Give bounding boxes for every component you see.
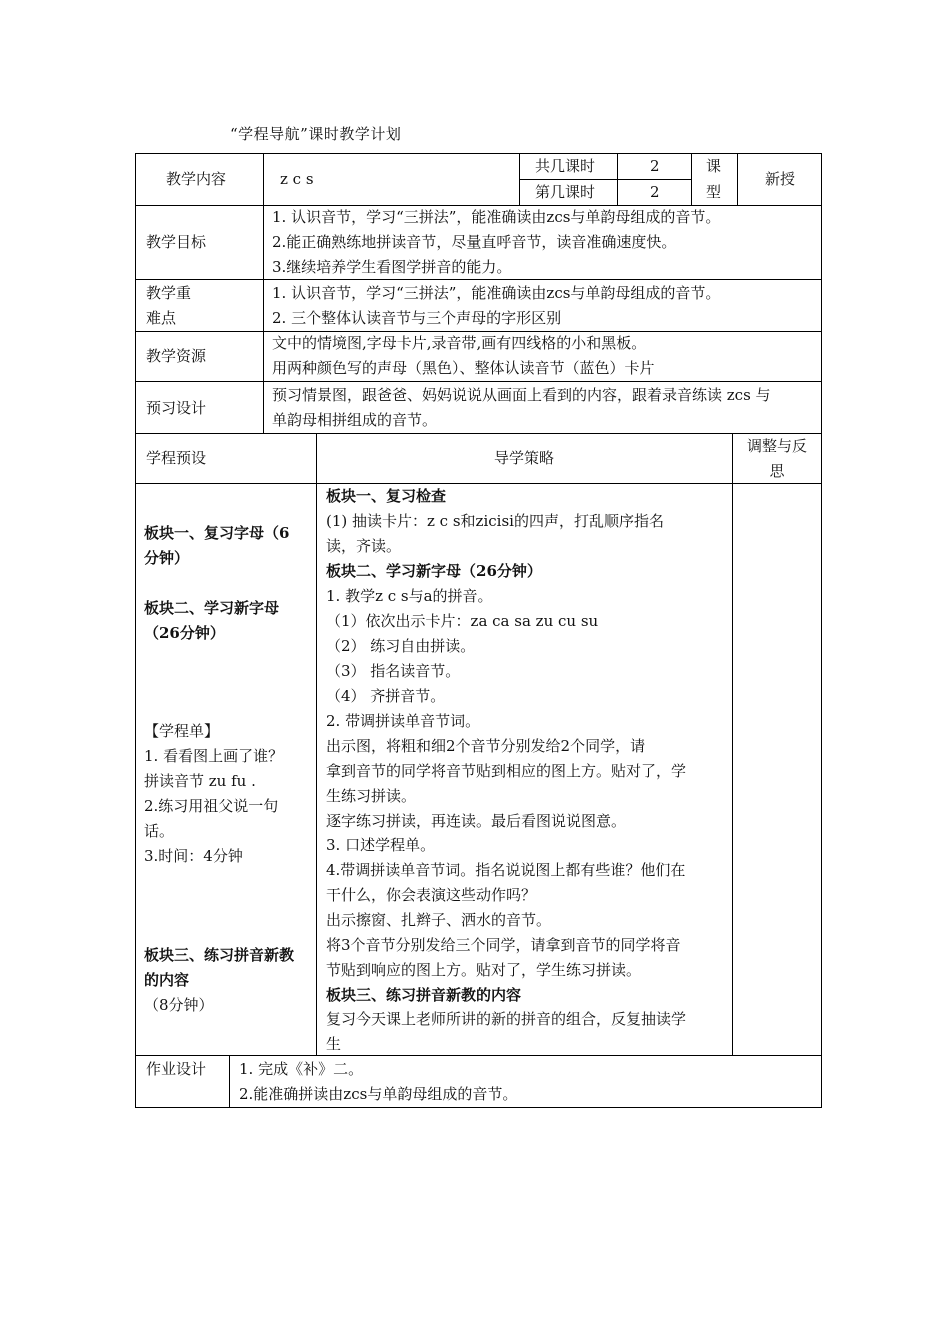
- keypoints-line-1: 1. 认识音节，学习“三拼法”，能准确读由zcs与单韵母组成的音节。: [272, 284, 721, 302]
- preview-line-1: 预习情景图，跟爸爸、妈妈说说从画面上看到的内容，跟着录音练读 zcs 与: [272, 386, 771, 404]
- mid-line-10: 拿到音节的同学将音节贴到相应的图上方。贴对了，学: [326, 762, 687, 780]
- lesson-type-label-2: 型: [706, 183, 722, 201]
- homework-label: 作业设计: [146, 1060, 207, 1078]
- header-reflection-2: 思: [769, 462, 785, 480]
- goals-line-3: 3.继续培养学生看图学拼音的能力。: [272, 258, 512, 276]
- left-block3-line3: （8分钟）: [144, 996, 214, 1014]
- mid-line-16: 出示擦窗、扎辫子、洒水的音节。: [326, 911, 552, 929]
- left-sheet-line4: 话。: [144, 822, 175, 840]
- preview-line-2: 单韵母相拼组成的音节。: [272, 411, 438, 429]
- left-block2-line1: 板块二、学习新字母: [144, 599, 280, 617]
- mid-heading-1: 板块一、复习检查: [326, 487, 447, 505]
- left-block3-line1: 板块三、练习拼音新教: [144, 946, 295, 964]
- homework-line-1: 1. 完成《补》二。: [239, 1060, 364, 1078]
- mid-heading-3: 板块三、练习拼音新教的内容: [326, 986, 522, 1004]
- left-block2-line2: （26分钟）: [144, 624, 225, 642]
- mid-line-1: (1) 抽读卡片：z c s和zicisi的四声，打乱顺序指名: [326, 512, 664, 530]
- mid-line-2: 读，齐读。: [326, 537, 402, 555]
- mid-line-18: 节贴到响应的图上方。贴对了，学生练习拼读。: [326, 961, 642, 979]
- goals-line-1: 1. 认识音节，学习“三拼法”，能准确读由zcs与单韵母组成的音节。: [272, 208, 721, 226]
- resources-line-1: 文中的情境图,字母卡片,录音带,画有四线格的小和黑板。: [272, 334, 647, 352]
- mid-line-5: （2） 练习自由拼读。: [326, 637, 476, 655]
- lesson-type-value: 新授: [765, 170, 796, 188]
- resources-label: 教学资源: [146, 347, 207, 365]
- mid-line-11: 生练习拼读。: [326, 787, 417, 805]
- total-periods-label: 共几课时: [535, 157, 596, 175]
- content-label: 教学内容: [166, 170, 227, 188]
- resources-line-2: 用两种颜色写的声母（黑色）、整体认读音节（蓝色）卡片: [272, 359, 655, 377]
- left-sheet-line5: 3.时间：4分钟: [144, 847, 243, 865]
- lesson-type-label-1: 课: [706, 157, 722, 175]
- keypoints-label-1: 教学重: [146, 284, 192, 302]
- left-block1-line2: 分钟）: [144, 549, 190, 567]
- left-sheet-title: 【学程单】: [144, 722, 220, 740]
- mid-line-6: （3） 指名读音节。: [326, 662, 461, 680]
- mid-line-8: 2. 带调拼读单音节词。: [326, 712, 481, 730]
- left-sheet-line1: 1. 看看图上画了谁？: [144, 747, 284, 765]
- keypoints-line-2: 2. 三个整体认读音节与三个声母的字形区别: [272, 309, 562, 327]
- left-sheet-line2: 拼读音节 zu fu .: [144, 772, 256, 790]
- header-strategy: 导学策略: [494, 449, 555, 467]
- goals-label: 教学目标: [146, 233, 207, 251]
- header-reflection-1: 调整与反: [746, 437, 807, 455]
- total-periods-value: 2: [650, 157, 660, 175]
- mid-line-3: 1. 教学z c s与a的拼音。: [326, 587, 493, 605]
- header-plan: 学程预设: [146, 449, 207, 467]
- mid-line-13: 3. 口述学程单。: [326, 836, 436, 854]
- mid-line-20: 生: [326, 1035, 342, 1053]
- preview-label: 预习设计: [146, 399, 207, 417]
- mid-line-17: 将3个音节分别发给三个同学，请拿到音节的同学将音: [326, 936, 681, 954]
- mid-line-12: 逐字练习拼读，再连读。最后看图说说图意。: [326, 812, 627, 830]
- goals-line-2: 2.能正确熟练地拼读音节，尽量直呼音节，读音准确速度快。: [272, 233, 677, 251]
- document-title: “学程导航”课时教学计划: [230, 125, 402, 143]
- mid-line-14: 4.带调拼读单音节词。指名说说图上都有些谁？他们在: [326, 861, 686, 879]
- current-period-value: 2: [650, 183, 660, 201]
- mid-line-15: 干什么，你会表演这些动作吗？: [326, 886, 537, 904]
- mid-line-7: （4） 齐拼音节。: [326, 687, 446, 705]
- mid-line-4: （1）依次出示卡片：za ca sa zu cu su: [326, 612, 599, 630]
- content-value: z c s: [280, 170, 314, 188]
- mid-line-19: 复习今天课上老师所讲的新的拼音的组合，反复抽读学: [326, 1010, 687, 1028]
- current-period-label: 第几课时: [535, 183, 596, 201]
- mid-line-9: 出示图，将粗和细2个音节分别发给2个同学，请: [326, 737, 646, 755]
- left-sheet-line3: 2.练习用祖父说一句: [144, 797, 279, 815]
- left-block1-line1: 板块一、复习字母（6: [144, 524, 290, 542]
- homework-line-2: 2.能准确拼读由zcs与单韵母组成的音节。: [239, 1085, 518, 1103]
- keypoints-label-2: 难点: [146, 309, 177, 327]
- left-block3-line2: 的内容: [144, 971, 190, 989]
- mid-heading-2: 板块二、学习新字母（26分钟）: [326, 562, 542, 580]
